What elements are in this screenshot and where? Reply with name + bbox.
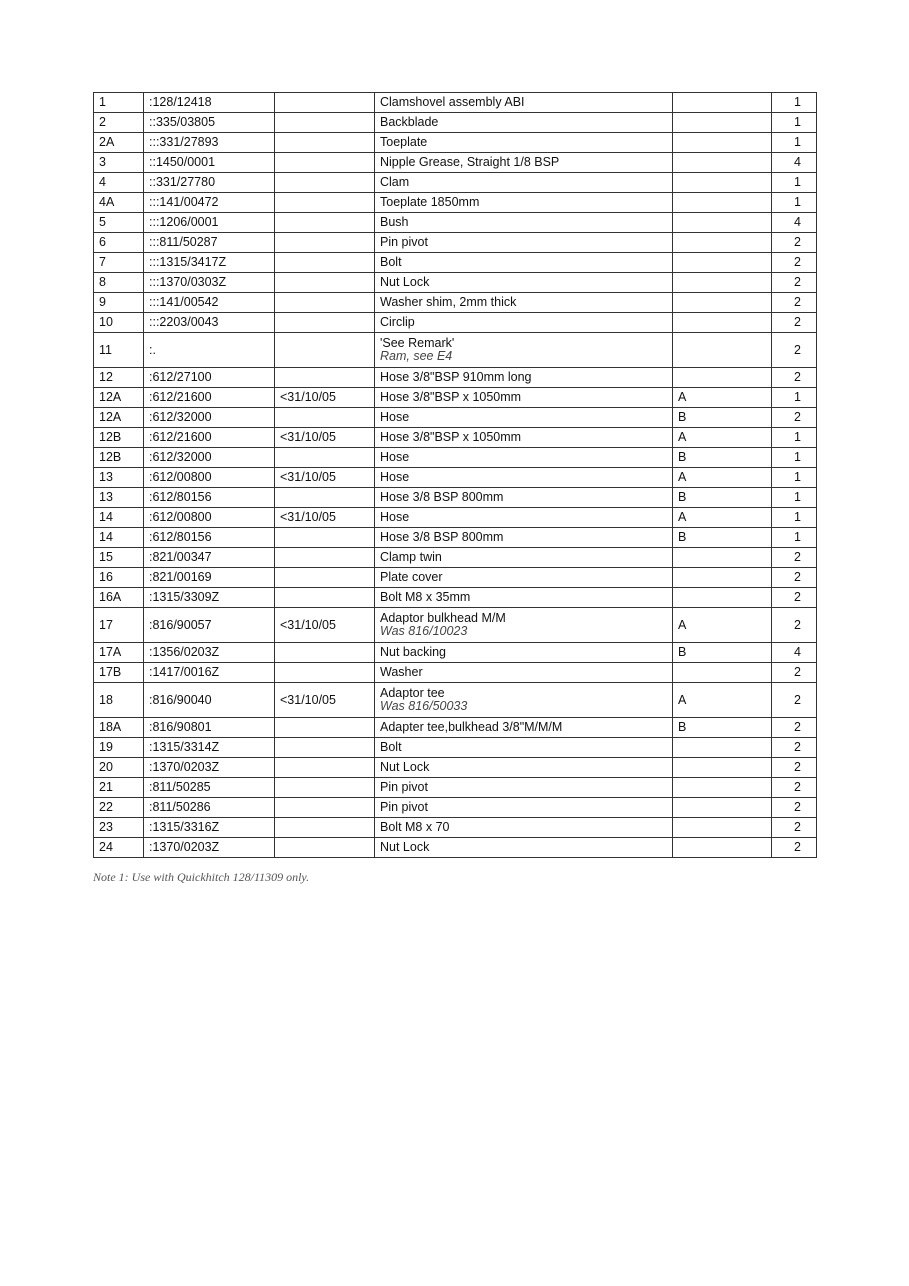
description-text: Nut Lock <box>380 760 430 774</box>
variant-cell: A <box>673 468 772 488</box>
part-number-cell: :::1315/3417Z <box>144 253 275 273</box>
description-cell <box>375 293 673 313</box>
date-cell <box>275 488 375 508</box>
variant-cell: A <box>673 508 772 528</box>
description-cell <box>375 488 673 508</box>
description-text: Hose <box>380 410 410 424</box>
description-text: Bush <box>380 215 409 229</box>
quantity-cell: 1 <box>772 468 817 488</box>
table-row <box>94 313 817 333</box>
table-row <box>94 448 817 468</box>
quantity-cell: 2 <box>772 683 817 718</box>
date-cell <box>275 798 375 818</box>
variant-cell: B <box>673 488 772 508</box>
description-text: Adapter tee,bulkhead 3/8"M/M/M <box>380 720 563 734</box>
date-cell: <31/10/05 <box>275 388 375 408</box>
table-row <box>94 253 817 273</box>
date-cell <box>275 448 375 468</box>
date-cell <box>275 93 375 113</box>
item-number-cell: 13 <box>94 468 144 488</box>
description-text: Nut backing <box>380 645 447 659</box>
quantity-cell: 2 <box>772 663 817 683</box>
part-number-cell: :::141/00472 <box>144 193 275 213</box>
description-cell <box>375 663 673 683</box>
quantity-cell: 2 <box>772 333 817 368</box>
item-number-cell: 16A <box>94 588 144 608</box>
description-cell <box>375 93 673 113</box>
part-number-cell: :::331/27893 <box>144 133 275 153</box>
item-number-cell: 17B <box>94 663 144 683</box>
quantity-cell: 2 <box>772 313 817 333</box>
description-cell <box>375 683 673 718</box>
quantity-cell: 1 <box>772 488 817 508</box>
description-cell <box>375 738 673 758</box>
description-cell <box>375 778 673 798</box>
quantity-cell: 2 <box>772 778 817 798</box>
part-number-cell: :::1206/0001 <box>144 213 275 233</box>
variant-cell <box>673 253 772 273</box>
item-number-cell: 5 <box>94 213 144 233</box>
table-row <box>94 818 817 838</box>
part-number-cell: :612/00800 <box>144 468 275 488</box>
variant-cell <box>673 173 772 193</box>
description-text: Hose <box>380 450 410 464</box>
variant-cell <box>673 313 772 333</box>
description-cell <box>375 273 673 293</box>
variant-cell <box>673 193 772 213</box>
date-cell <box>275 313 375 333</box>
part-number-cell: :612/80156 <box>144 488 275 508</box>
table-row <box>94 173 817 193</box>
description-cell <box>375 368 673 388</box>
description-text: Washer shim, 2mm thick <box>380 295 517 309</box>
item-number-cell: 17 <box>94 608 144 643</box>
description-text: Adaptor bulkhead M/M <box>380 611 506 625</box>
table-row <box>94 293 817 313</box>
description-text: Bolt M8 x 70 <box>380 820 450 834</box>
date-cell <box>275 368 375 388</box>
description-text: Clamp twin <box>380 550 442 564</box>
variant-cell <box>673 293 772 313</box>
item-number-cell: 7 <box>94 253 144 273</box>
date-cell <box>275 213 375 233</box>
date-cell <box>275 173 375 193</box>
table-row <box>94 428 817 448</box>
table-row <box>94 468 817 488</box>
variant-cell <box>673 838 772 858</box>
description-cell <box>375 468 673 488</box>
item-number-cell: 10 <box>94 313 144 333</box>
part-number-cell: :612/21600 <box>144 428 275 448</box>
quantity-cell: 2 <box>772 253 817 273</box>
quantity-cell: 2 <box>772 408 817 428</box>
description-text: Pin pivot <box>380 800 428 814</box>
description-text: Bolt <box>380 740 402 754</box>
item-number-cell: 4 <box>94 173 144 193</box>
table-row <box>94 333 817 368</box>
description-text: Hose <box>380 470 410 484</box>
part-number-cell: :128/12418 <box>144 93 275 113</box>
description-cell <box>375 508 673 528</box>
part-number-cell: :821/00347 <box>144 548 275 568</box>
date-cell <box>275 253 375 273</box>
part-number-cell: :::141/00542 <box>144 293 275 313</box>
table-row <box>94 508 817 528</box>
description-cell <box>375 233 673 253</box>
description-text: Bolt <box>380 255 402 269</box>
description-cell <box>375 643 673 663</box>
description-text: Toeplate <box>380 135 428 149</box>
date-cell: <31/10/05 <box>275 683 375 718</box>
quantity-cell: 4 <box>772 643 817 663</box>
description-cell <box>375 388 673 408</box>
date-cell <box>275 193 375 213</box>
item-number-cell: 13 <box>94 488 144 508</box>
item-number-cell: 12 <box>94 368 144 388</box>
item-number-cell: 23 <box>94 818 144 838</box>
quantity-cell: 1 <box>772 133 817 153</box>
date-cell: <31/10/05 <box>275 508 375 528</box>
variant-cell <box>673 213 772 233</box>
item-number-cell: 12A <box>94 388 144 408</box>
date-cell <box>275 778 375 798</box>
table-row <box>94 798 817 818</box>
description-cell <box>375 798 673 818</box>
description-cell <box>375 548 673 568</box>
part-number-cell: :811/50285 <box>144 778 275 798</box>
part-number-cell: :612/21600 <box>144 388 275 408</box>
date-cell <box>275 113 375 133</box>
part-number-cell: :816/90040 <box>144 683 275 718</box>
item-number-cell: 9 <box>94 293 144 313</box>
table-row <box>94 643 817 663</box>
table-row <box>94 273 817 293</box>
description-cell <box>375 113 673 133</box>
description-cell <box>375 528 673 548</box>
part-number-cell: :1315/3309Z <box>144 588 275 608</box>
description-cell <box>375 193 673 213</box>
table-row <box>94 738 817 758</box>
quantity-cell: 2 <box>772 273 817 293</box>
part-number-cell: :::2203/0043 <box>144 313 275 333</box>
table-row <box>94 528 817 548</box>
item-number-cell: 12B <box>94 428 144 448</box>
variant-cell <box>673 133 772 153</box>
item-number-cell: 8 <box>94 273 144 293</box>
quantity-cell: 2 <box>772 293 817 313</box>
part-number-cell: :816/90801 <box>144 718 275 738</box>
quantity-cell: 2 <box>772 568 817 588</box>
variant-cell <box>673 153 772 173</box>
variant-cell <box>673 738 772 758</box>
description-text: Adaptor tee <box>380 686 445 700</box>
table-row <box>94 683 817 718</box>
variant-cell: B <box>673 448 772 468</box>
quantity-cell: 1 <box>772 93 817 113</box>
table-row <box>94 113 817 133</box>
table-row <box>94 233 817 253</box>
table-row <box>94 838 817 858</box>
variant-cell <box>673 798 772 818</box>
description-text: Clamshovel assembly ABI <box>380 95 525 109</box>
description-cell <box>375 133 673 153</box>
variant-cell <box>673 233 772 253</box>
variant-cell: A <box>673 608 772 643</box>
table-row <box>94 758 817 778</box>
description-text: Bolt M8 x 35mm <box>380 590 471 604</box>
description-cell <box>375 313 673 333</box>
item-number-cell: 18 <box>94 683 144 718</box>
date-cell <box>275 818 375 838</box>
quantity-cell: 4 <box>772 153 817 173</box>
part-number-cell: :1370/0203Z <box>144 758 275 778</box>
description-cell <box>375 818 673 838</box>
variant-cell: B <box>673 643 772 663</box>
quantity-cell: 1 <box>772 528 817 548</box>
table-row <box>94 663 817 683</box>
date-cell <box>275 333 375 368</box>
part-number-cell: ::335/03805 <box>144 113 275 133</box>
table-row <box>94 408 817 428</box>
table-row <box>94 133 817 153</box>
description-cell <box>375 608 673 643</box>
part-number-cell: :811/50286 <box>144 798 275 818</box>
description-text: Nipple Grease, Straight 1/8 BSP <box>380 155 560 169</box>
date-cell: <31/10/05 <box>275 428 375 448</box>
part-number-cell: :612/27100 <box>144 368 275 388</box>
date-cell <box>275 293 375 313</box>
variant-cell: A <box>673 388 772 408</box>
description-cell <box>375 213 673 233</box>
item-number-cell: 4A <box>94 193 144 213</box>
table-row <box>94 718 817 738</box>
variant-cell <box>673 93 772 113</box>
date-cell <box>275 718 375 738</box>
date-cell <box>275 548 375 568</box>
description-text: Nut Lock <box>380 840 430 854</box>
quantity-cell: 4 <box>772 213 817 233</box>
parts-table-body <box>94 93 817 858</box>
description-text: 'See Remark' <box>380 336 455 350</box>
quantity-cell: 2 <box>772 588 817 608</box>
description-cell <box>375 253 673 273</box>
part-number-cell: :612/80156 <box>144 528 275 548</box>
description-text: Washer <box>380 665 423 679</box>
item-number-cell: 3 <box>94 153 144 173</box>
quantity-cell: 1 <box>772 113 817 133</box>
item-number-cell: 12B <box>94 448 144 468</box>
item-number-cell: 18A <box>94 718 144 738</box>
date-cell <box>275 133 375 153</box>
description-cell <box>375 838 673 858</box>
description-text: Hose 3/8"BSP x 1050mm <box>380 430 522 444</box>
item-number-cell: 16 <box>94 568 144 588</box>
part-number-cell: ::1450/0001 <box>144 153 275 173</box>
variant-cell: B <box>673 408 772 428</box>
part-number-cell: :821/00169 <box>144 568 275 588</box>
quantity-cell: 1 <box>772 428 817 448</box>
description-cell <box>375 588 673 608</box>
quantity-cell: 2 <box>772 548 817 568</box>
quantity-cell: 1 <box>772 448 817 468</box>
part-number-cell: :::1370/0303Z <box>144 273 275 293</box>
variant-cell <box>673 588 772 608</box>
variant-cell <box>673 368 772 388</box>
table-row <box>94 488 817 508</box>
date-cell: <31/10/05 <box>275 608 375 643</box>
part-number-cell: :612/32000 <box>144 448 275 468</box>
description-cell <box>375 718 673 738</box>
description-cell <box>375 758 673 778</box>
table-row <box>94 368 817 388</box>
description-text: Nut Lock <box>380 275 430 289</box>
description-text: Hose 3/8"BSP x 1050mm <box>380 390 522 404</box>
variant-cell <box>673 818 772 838</box>
item-number-cell: 12A <box>94 408 144 428</box>
date-cell <box>275 588 375 608</box>
part-number-cell: :1315/3316Z <box>144 818 275 838</box>
item-number-cell: 14 <box>94 508 144 528</box>
quantity-cell: 1 <box>772 388 817 408</box>
date-cell <box>275 838 375 858</box>
table-row <box>94 213 817 233</box>
quantity-cell: 1 <box>772 193 817 213</box>
description-cell <box>375 408 673 428</box>
parts-table <box>93 92 817 858</box>
quantity-cell: 2 <box>772 608 817 643</box>
item-number-cell: 2 <box>94 113 144 133</box>
description-cell <box>375 153 673 173</box>
table-row <box>94 588 817 608</box>
variant-cell: A <box>673 428 772 448</box>
quantity-cell: 2 <box>772 838 817 858</box>
variant-cell <box>673 273 772 293</box>
table-row <box>94 608 817 643</box>
item-number-cell: 11 <box>94 333 144 368</box>
item-number-cell: 22 <box>94 798 144 818</box>
item-number-cell: 1 <box>94 93 144 113</box>
date-cell <box>275 233 375 253</box>
variant-cell <box>673 333 772 368</box>
quantity-cell: 2 <box>772 738 817 758</box>
table-row <box>94 548 817 568</box>
table-row <box>94 568 817 588</box>
quantity-cell: 1 <box>772 508 817 528</box>
part-number-cell: :816/90057 <box>144 608 275 643</box>
item-number-cell: 19 <box>94 738 144 758</box>
date-cell <box>275 663 375 683</box>
quantity-cell: 2 <box>772 718 817 738</box>
date-cell <box>275 758 375 778</box>
item-number-cell: 14 <box>94 528 144 548</box>
date-cell <box>275 528 375 548</box>
quantity-cell: 2 <box>772 798 817 818</box>
remark-text: Ram, see E4 <box>380 349 453 363</box>
description-text: Clam <box>380 175 410 189</box>
table-row <box>94 193 817 213</box>
date-cell: <31/10/05 <box>275 468 375 488</box>
description-cell <box>375 173 673 193</box>
remark-text: Was 816/10023 <box>380 624 468 638</box>
variant-cell: B <box>673 528 772 548</box>
date-cell <box>275 643 375 663</box>
quantity-cell: 2 <box>772 368 817 388</box>
variant-cell: B <box>673 718 772 738</box>
part-number-cell: :1417/0016Z <box>144 663 275 683</box>
table-row <box>94 388 817 408</box>
variant-cell: A <box>673 683 772 718</box>
part-number-cell: :1356/0203Z <box>144 643 275 663</box>
description-text: Hose 3/8"BSP 910mm long <box>380 370 532 384</box>
variant-cell <box>673 548 772 568</box>
description-cell <box>375 428 673 448</box>
description-cell <box>375 333 673 368</box>
item-number-cell: 2A <box>94 133 144 153</box>
part-number-cell: :::811/50287 <box>144 233 275 253</box>
item-number-cell: 17A <box>94 643 144 663</box>
description-text: Hose 3/8 BSP 800mm <box>380 490 504 504</box>
part-number-cell: :612/00800 <box>144 508 275 528</box>
part-number-cell: :. <box>144 333 275 368</box>
variant-cell <box>673 758 772 778</box>
variant-cell <box>673 113 772 133</box>
item-number-cell: 6 <box>94 233 144 253</box>
description-text: Toeplate 1850mm <box>380 195 480 209</box>
variant-cell <box>673 778 772 798</box>
description-cell <box>375 448 673 468</box>
description-text: Pin pivot <box>380 235 428 249</box>
remark-text: Was 816/50033 <box>380 699 468 713</box>
part-number-cell: :1315/3314Z <box>144 738 275 758</box>
description-text: Hose <box>380 510 410 524</box>
part-number-cell: :1370/0203Z <box>144 838 275 858</box>
date-cell <box>275 738 375 758</box>
item-number-cell: 21 <box>94 778 144 798</box>
quantity-cell: 2 <box>772 233 817 253</box>
description-text: Plate cover <box>380 570 443 584</box>
date-cell <box>275 273 375 293</box>
date-cell <box>275 568 375 588</box>
item-number-cell: 24 <box>94 838 144 858</box>
part-number-cell: ::331/27780 <box>144 173 275 193</box>
item-number-cell: 20 <box>94 758 144 778</box>
part-number-cell: :612/32000 <box>144 408 275 428</box>
footnote: Note 1: Use with Quickhitch 128/11309 only. <box>93 870 310 884</box>
quantity-cell: 1 <box>772 173 817 193</box>
table-row <box>94 778 817 798</box>
date-cell <box>275 153 375 173</box>
description-cell <box>375 568 673 588</box>
quantity-cell: 2 <box>772 758 817 778</box>
date-cell <box>275 408 375 428</box>
variant-cell <box>673 568 772 588</box>
variant-cell <box>673 663 772 683</box>
description-text: Pin pivot <box>380 780 428 794</box>
description-text: Hose 3/8 BSP 800mm <box>380 530 504 544</box>
description-text: Circlip <box>380 315 415 329</box>
description-text: Backblade <box>380 115 439 129</box>
quantity-cell: 2 <box>772 818 817 838</box>
table-row <box>94 93 817 113</box>
table-row <box>94 153 817 173</box>
item-number-cell: 15 <box>94 548 144 568</box>
